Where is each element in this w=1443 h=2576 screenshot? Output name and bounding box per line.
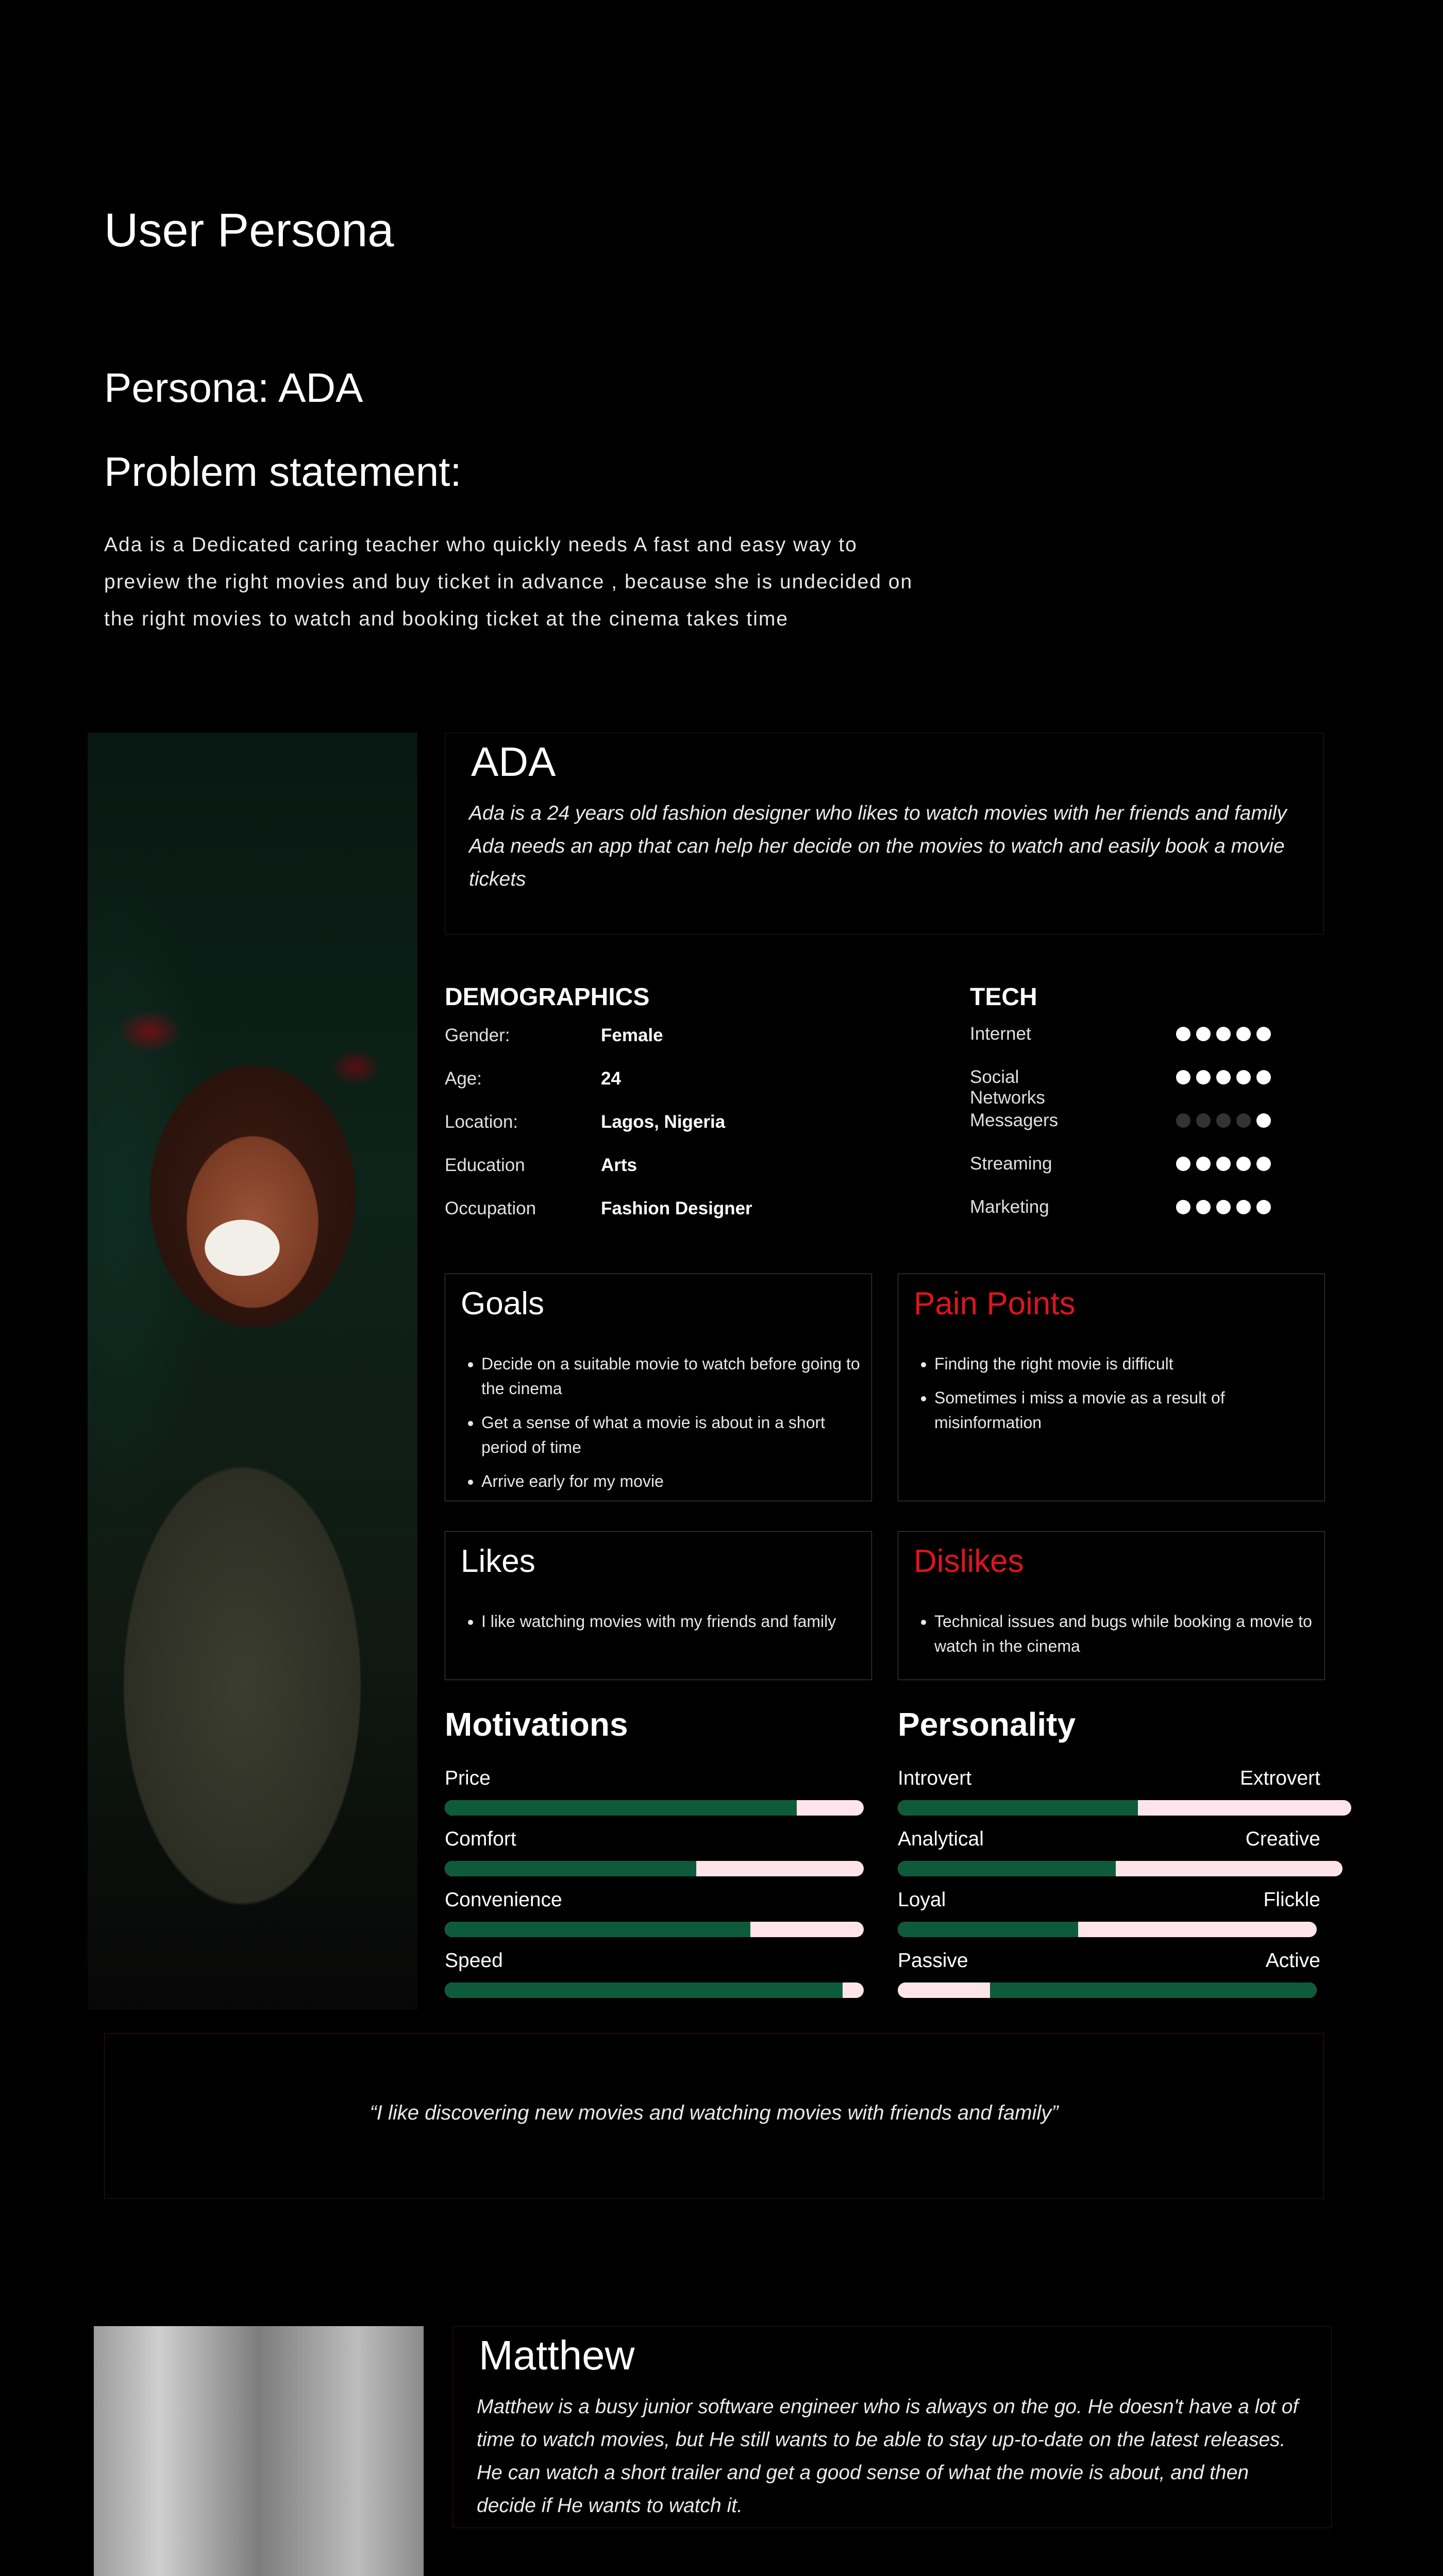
likes-heading: Likes <box>461 1544 535 1579</box>
pain-points-card <box>898 1274 1325 1501</box>
personality-fill <box>898 1861 1116 1876</box>
demo-value: Fashion Designer <box>601 1198 752 1218</box>
persona-description: Matthew is a busy junior software engineer who is always on the go. He doesn't have a lot of time to watch movies, but He still wants to be able to stay up-to-date on the latest releases. He can watch a short trailer and get a good sense of what the movie is about, and then decide if He wants to watch it. <box>477 2396 1299 2517</box>
persona-description: Ada is a 24 years old fashion designer who likes to watch movies with her friends and family Ada needs an app that can help her decide on the movies to watch and easily book a movie tickets <box>469 802 1287 890</box>
motivation-fill <box>445 1861 696 1876</box>
problem-statement: Ada is a Dedicated caring teacher who quickly needs A fast and easy way to preview the right movies and buy ticket in advance , because she is undecided on the right movies to watch and booking ticket at the cinema takes time <box>104 534 913 630</box>
demo-value: 24 <box>601 1069 621 1089</box>
tech-label: Streaming <box>970 1154 1052 1174</box>
personality-fill <box>898 1922 1078 1937</box>
motivation-bar <box>445 1800 864 1816</box>
goals-heading: Goals <box>461 1286 544 1321</box>
goal-item: • Get a sense of what a movie is about in a short period of time <box>481 1410 863 1460</box>
rating-dot <box>1216 1200 1231 1214</box>
problem-heading: Problem statement: <box>104 449 462 495</box>
rating-dot <box>1216 1027 1231 1041</box>
rating-dot <box>1176 1070 1190 1084</box>
rating-dot <box>1176 1027 1190 1041</box>
personality-right-label: Creative <box>1245 1828 1320 1850</box>
rating-dot <box>1196 1113 1211 1128</box>
demo-label: Location: <box>445 1112 518 1132</box>
dislikes-heading: Dislikes <box>914 1544 1024 1579</box>
goal-item: • Arrive early for my movie <box>481 1469 863 1494</box>
personality-right-label: Extrovert <box>1239 1767 1320 1789</box>
goals-list <box>466 1351 863 1503</box>
personality-heading: Personality <box>898 1706 1076 1743</box>
rating-dot <box>1256 1113 1271 1128</box>
rating-dot <box>1176 1113 1190 1128</box>
rating-dot <box>1196 1157 1211 1171</box>
motivations-heading: Motivations <box>445 1706 628 1743</box>
pain-points-heading: Pain Points <box>914 1286 1076 1321</box>
personality-bar <box>898 1922 1317 1937</box>
personality-bar <box>898 1982 1317 1998</box>
persona-name: Matthew <box>479 2332 635 2378</box>
goal-item: • Decide on a suitable movie to watch before going to the cinema <box>481 1351 863 1401</box>
rating-dot <box>1236 1113 1251 1128</box>
rating-dot <box>1176 1200 1190 1214</box>
pain-points-list <box>919 1351 1316 1444</box>
persona-photo-ada <box>88 733 417 2010</box>
rating-dot <box>1236 1070 1251 1084</box>
motivation-label: Convenience <box>445 1889 562 1911</box>
personality-left-label: Loyal <box>898 1889 946 1911</box>
motivation-fill <box>445 1800 797 1816</box>
tech-rating <box>1176 1027 1271 1041</box>
demo-value: Arts <box>601 1155 637 1175</box>
personality-fill <box>898 1800 1138 1816</box>
motivation-label: Speed <box>445 1950 503 1972</box>
demo-label: Gender: <box>445 1025 510 1045</box>
personality-left-label: Introvert <box>898 1767 972 1789</box>
personality-left-label: Passive <box>898 1950 968 1972</box>
personality-right-label: Active <box>1265 1950 1320 1972</box>
personality-right-label: Flickle <box>1263 1889 1320 1911</box>
like-item: • I like watching movies with my friends and family <box>481 1609 863 1634</box>
persona-intro-card <box>445 733 1324 935</box>
pain-point-item: • Finding the right movie is difficult <box>934 1351 1316 1376</box>
motivation-label: Price <box>445 1767 491 1789</box>
rating-dot <box>1236 1157 1251 1171</box>
dislikes-card <box>898 1531 1325 1680</box>
demo-label: Age: <box>445 1069 482 1089</box>
personality-left-label: Analytical <box>898 1828 984 1850</box>
likes-list <box>466 1609 863 1643</box>
tech-heading: TECH <box>970 984 1037 1011</box>
tech-label: Messagers <box>970 1110 1059 1130</box>
tech-label: Social Networks <box>970 1067 1045 1108</box>
motivation-bar <box>445 1982 864 1998</box>
persona-name: ADA <box>471 739 556 785</box>
tech-label: Marketing <box>970 1197 1049 1217</box>
demo-value: Lagos, Nigeria <box>601 1112 726 1132</box>
demo-label: Education <box>445 1155 525 1175</box>
rating-dot <box>1256 1200 1271 1214</box>
quote-card <box>104 2033 1324 2199</box>
rating-dot <box>1256 1157 1271 1171</box>
motivation-fill <box>445 1922 750 1937</box>
rating-dot <box>1256 1070 1271 1084</box>
personality-bar <box>898 1800 1351 1816</box>
demo-label: Occupation <box>445 1198 536 1218</box>
page-title: User Persona <box>104 204 394 257</box>
rating-dot <box>1256 1027 1271 1041</box>
motivation-bar <box>445 1861 864 1876</box>
persona-photo-matthew <box>94 2326 424 2576</box>
persona-label: Persona: ADA <box>104 365 363 411</box>
tech-rating <box>1176 1200 1271 1214</box>
tech-label: Internet <box>970 1024 1031 1044</box>
rating-dot <box>1216 1113 1231 1128</box>
rating-dot <box>1236 1200 1251 1214</box>
pain-point-item: • Sometimes i miss a movie as a result of misinformation <box>934 1385 1316 1435</box>
rating-dot <box>1216 1157 1231 1171</box>
demo-value: Female <box>601 1025 663 1045</box>
tech-rating <box>1176 1157 1271 1171</box>
motivation-label: Comfort <box>445 1828 516 1850</box>
rating-dot <box>1196 1200 1211 1214</box>
rating-dot <box>1196 1070 1211 1084</box>
goals-card <box>445 1274 872 1501</box>
personality-fill <box>990 1982 1317 1998</box>
persona-intro-card <box>452 2326 1332 2528</box>
motivation-bar <box>445 1922 864 1937</box>
tech-rating <box>1176 1070 1271 1084</box>
rating-dot <box>1176 1157 1190 1171</box>
rating-dot <box>1196 1027 1211 1041</box>
tech-rating <box>1176 1113 1271 1128</box>
demographics-heading: DEMOGRAPHICS <box>445 984 650 1011</box>
rating-dot <box>1236 1027 1251 1041</box>
persona-quote: “I like discovering new movies and watching movies with friends and family” <box>370 2102 1059 2124</box>
dislikes-list <box>919 1609 1316 1668</box>
motivation-fill <box>445 1982 843 1998</box>
dislike-item: • Technical issues and bugs while booking a movie to watch in the cinema <box>934 1609 1316 1658</box>
personality-bar <box>898 1861 1343 1876</box>
likes-card <box>445 1531 872 1680</box>
rating-dot <box>1216 1070 1231 1084</box>
